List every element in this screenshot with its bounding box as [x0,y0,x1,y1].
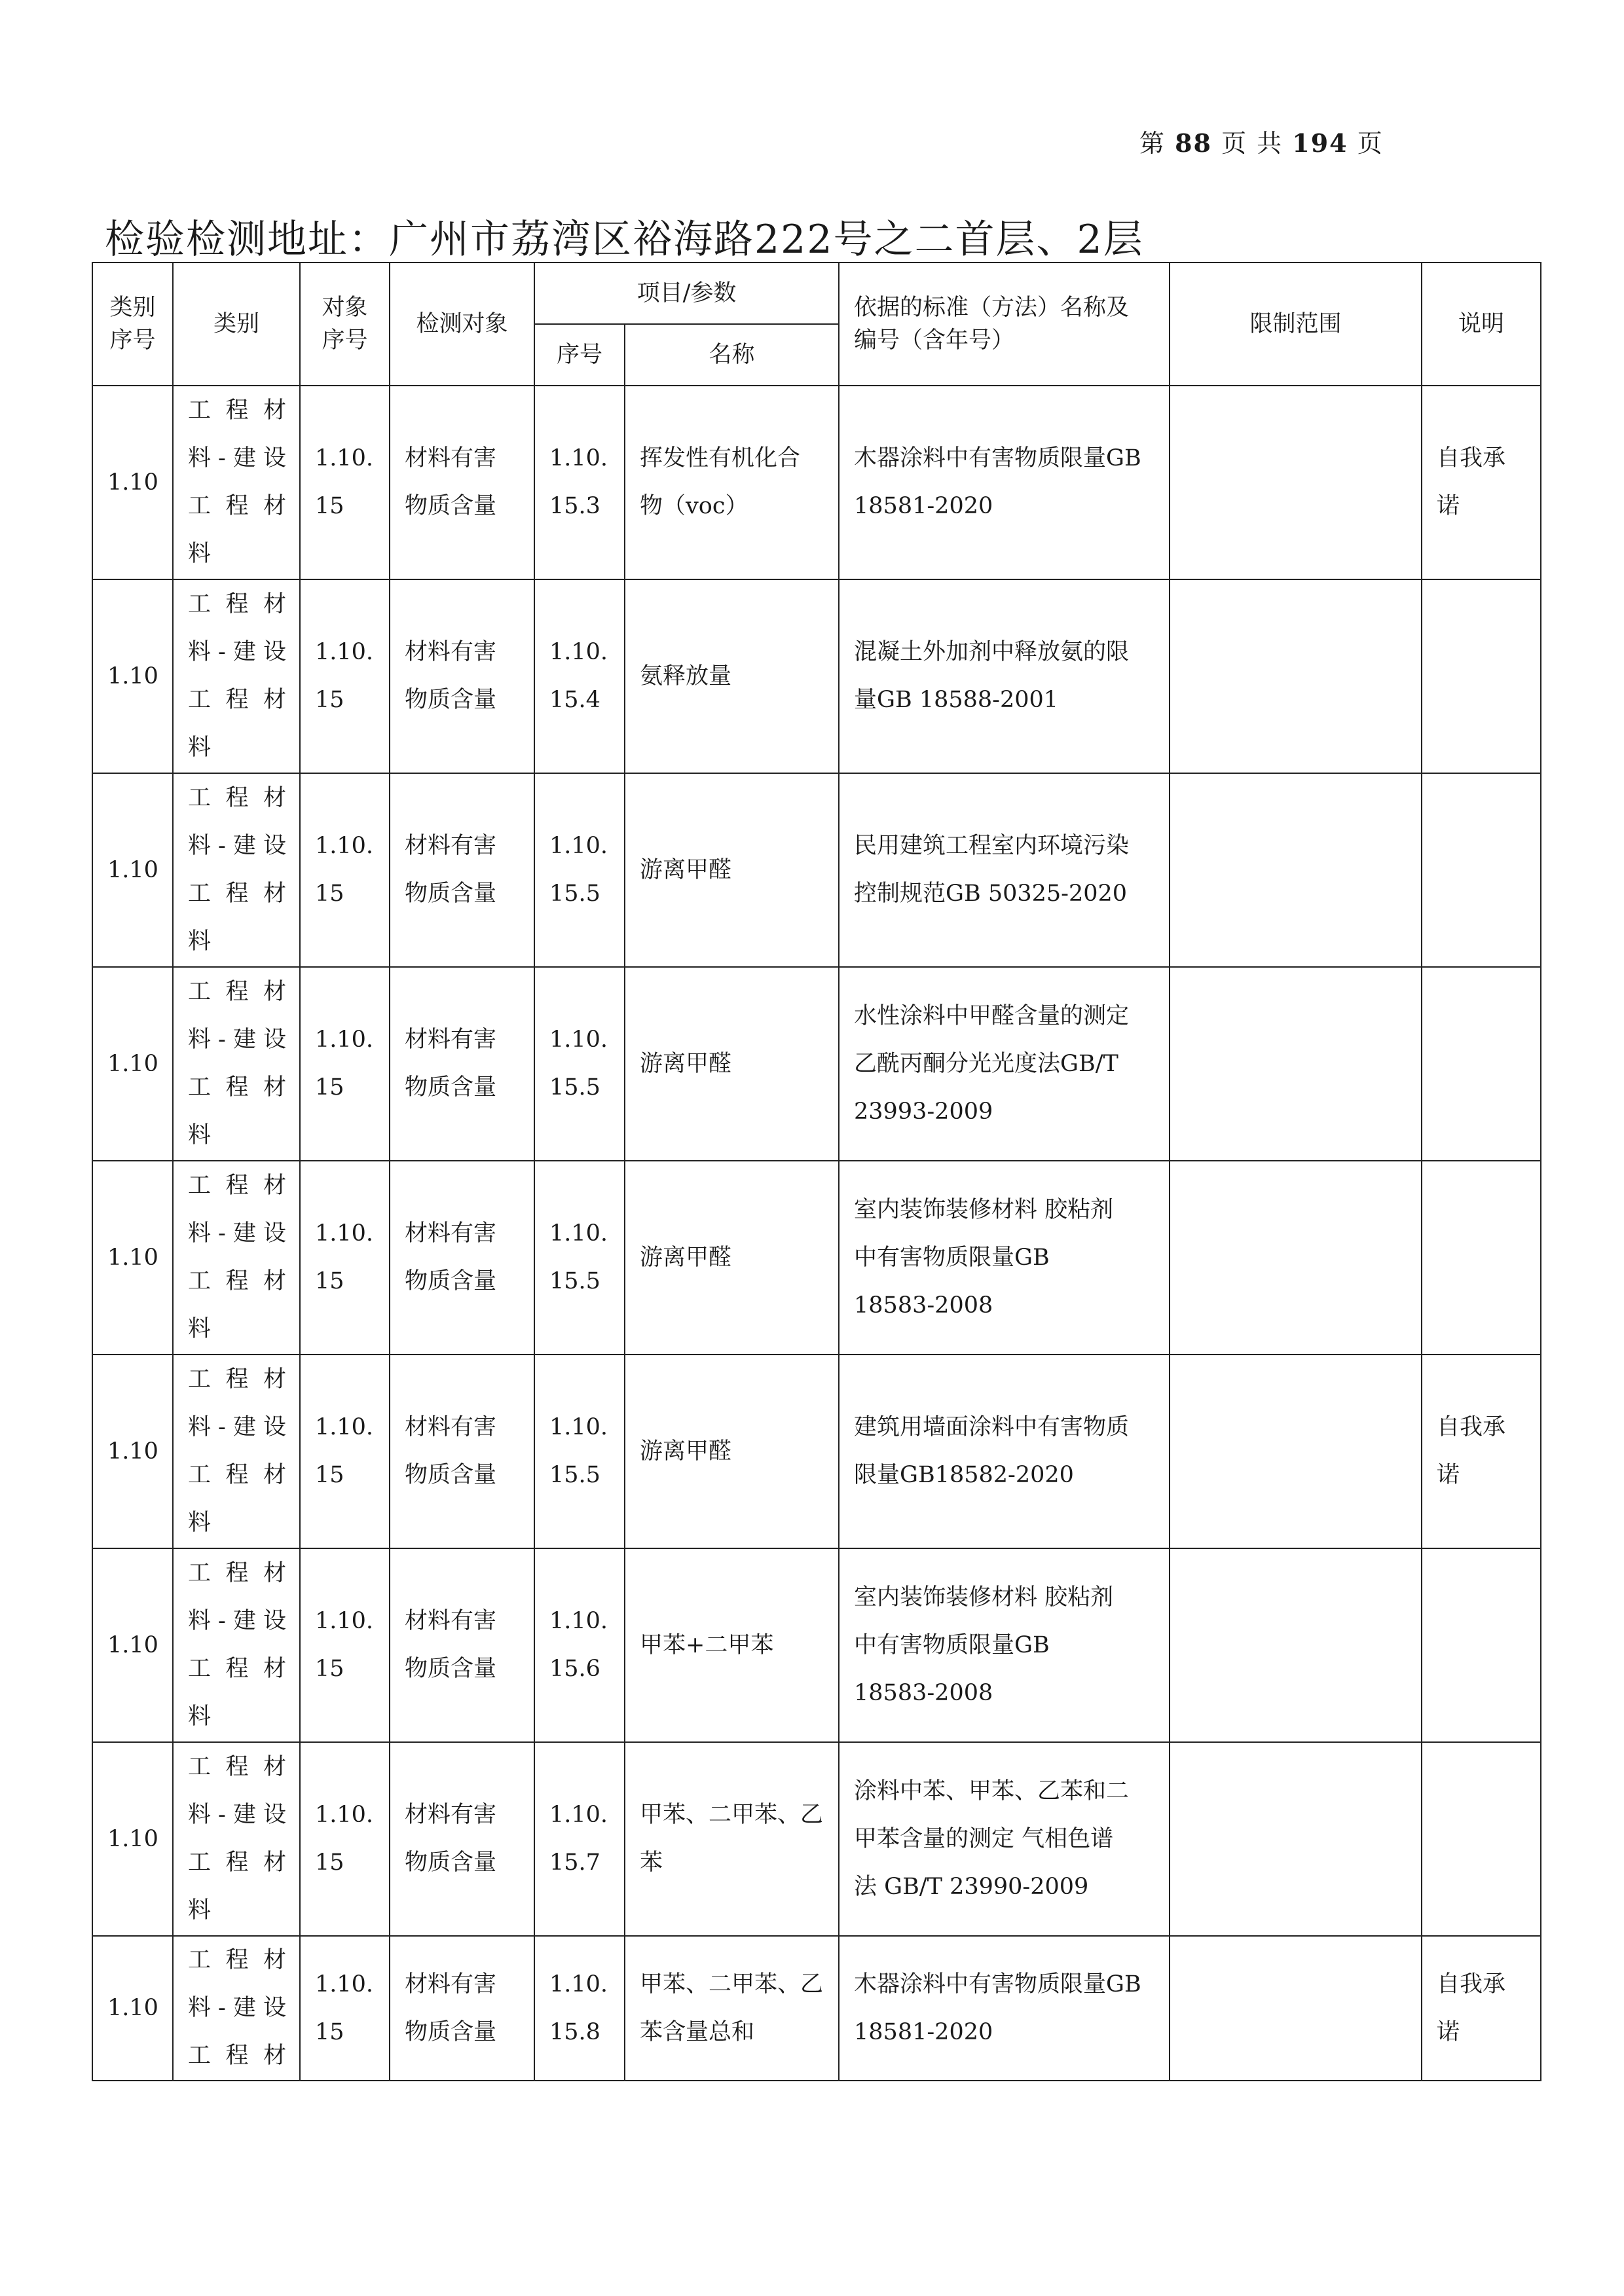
header-category-no: 类别 序号 [92,263,173,386]
testing-address: 检验检测地址：广州市荔湾区裕海路222号之二首层、2层 [105,217,1144,263]
standard-cell: 木器涂料中有害物质限量GB 18581-2020 [839,386,1170,579]
standard-cell: 混凝土外加剂中释放氨的限 量GB 18588-2001 [839,579,1170,773]
item-name-cell: 游离甲醛 [625,773,839,967]
item-no-cell: 1.10. 15.3 [534,386,625,579]
object-cell: 材料有害 物质含量 [390,773,534,967]
item-name-cell: 甲苯+二甲苯 [625,1548,839,1742]
standard-cell: 民用建筑工程室内环境污染 控制规范GB 50325-2020 [839,773,1170,967]
category-cell: 工 程 材 料-建设 工 程 材 料 [173,773,300,967]
header-object-no: 对象 序号 [300,263,390,386]
category-no-cell: 1.10 [92,386,173,579]
standard-cell: 涂料中苯、甲苯、乙苯和二 甲苯含量的测定 气相色谱 法 GB/T 23990-2009 [839,1742,1170,1936]
item-no-cell: 1.10. 15.7 [534,1742,625,1936]
category-no-cell: 1.10 [92,579,173,773]
table-row [92,1548,1541,1742]
category-cell: 工 程 材 料-建设 工 程 材 料 [173,967,300,1161]
header-item-name: 名称 [625,324,839,386]
category-no-cell: 1.10 [92,1161,173,1355]
standard-cell: 室内装饰装修材料 胶粘剂 中有害物质限量GB 18583-2008 [839,1548,1170,1742]
note-cell [1422,773,1541,967]
note-cell: 自我承 诺 [1422,386,1541,579]
object-cell: 材料有害 物质含量 [390,967,534,1161]
category-cell: 工 程 材 料-建设 工 程 材 料 [173,1548,300,1742]
limit-cell [1170,1548,1422,1742]
header-limit: 限制范围 [1170,263,1422,386]
category-no-cell: 1.10 [92,773,173,967]
limit-cell [1170,967,1422,1161]
object-no-cell: 1.10. 15 [300,967,390,1161]
category-no-cell: 1.10 [92,1936,173,2081]
limit-cell [1170,773,1422,967]
table-row [92,967,1541,1161]
header-row [92,263,1541,324]
item-no-cell: 1.10. 15.5 [534,773,625,967]
table-row [92,579,1541,773]
header-item-no: 序号 [534,324,625,386]
object-no-cell: 1.10. 15 [300,1936,390,2081]
limit-cell [1170,1355,1422,1548]
note-cell: 自我承 诺 [1422,1355,1541,1548]
header-item-param: 项目/参数 [534,263,839,324]
note-cell [1422,967,1541,1161]
category-cell: 工 程 材 料-建设 工 程 材 料 [173,579,300,773]
table-row [92,773,1541,967]
object-cell: 材料有害 物质含量 [390,1355,534,1548]
category-no-cell: 1.10 [92,1355,173,1548]
item-name-cell: 挥发性有机化合 物（voc） [625,386,839,579]
limit-cell [1170,386,1422,579]
object-no-cell: 1.10. 15 [300,1548,390,1742]
note-cell [1422,1548,1541,1742]
item-no-cell: 1.10. 15.4 [534,579,625,773]
object-no-cell: 1.10. 15 [300,773,390,967]
object-cell: 材料有害 物质含量 [390,1742,534,1936]
table-row [92,1742,1541,1936]
item-no-cell: 1.10. 15.6 [534,1548,625,1742]
object-cell: 材料有害 物质含量 [390,1936,534,2081]
category-no-cell: 1.10 [92,967,173,1161]
item-name-cell: 甲苯、二甲苯、乙 苯 [625,1742,839,1936]
item-name-cell: 氨释放量 [625,579,839,773]
table-row [92,386,1541,579]
object-no-cell: 1.10. 15 [300,386,390,579]
object-no-cell: 1.10. 15 [300,579,390,773]
item-name-cell: 甲苯、二甲苯、乙 苯含量总和 [625,1936,839,2081]
standard-cell: 木器涂料中有害物质限量GB 18581-2020 [839,1936,1170,2081]
note-cell [1422,579,1541,773]
category-cell: 工 程 材 料-建设 工 程 材 [173,1936,300,2081]
category-no-cell: 1.10 [92,1742,173,1936]
header-standard: 依据的标准（方法）名称及 编号（含年号） [839,263,1170,386]
object-no-cell: 1.10. 15 [300,1355,390,1548]
header-object: 检测对象 [390,263,534,386]
standard-cell: 建筑用墙面涂料中有害物质 限量GB18582-2020 [839,1355,1170,1548]
standard-cell: 室内装饰装修材料 胶粘剂 中有害物质限量GB 18583-2008 [839,1161,1170,1355]
category-cell: 工 程 材 料-建设 工 程 材 料 [173,1355,300,1548]
table-row [92,1355,1541,1548]
item-name-cell: 游离甲醛 [625,1355,839,1548]
scope-table [92,262,1541,2081]
header-note: 说明 [1422,263,1541,386]
table-row [92,1936,1541,2081]
category-cell: 工 程 材 料-建设 工 程 材 料 [173,1742,300,1936]
limit-cell [1170,1161,1422,1355]
note-cell [1422,1161,1541,1355]
limit-cell [1170,1742,1422,1936]
item-no-cell: 1.10. 15.5 [534,1161,625,1355]
item-no-cell: 1.10. 15.8 [534,1936,625,2081]
item-name-cell: 游离甲醛 [625,967,839,1161]
item-name-cell: 游离甲醛 [625,1161,839,1355]
object-cell: 材料有害 物质含量 [390,1548,534,1742]
limit-cell [1170,579,1422,773]
object-no-cell: 1.10. 15 [300,1161,390,1355]
object-cell: 材料有害 物质含量 [390,386,534,579]
category-cell: 工 程 材 料-建设 工 程 材 料 [173,386,300,579]
note-cell: 自我承 诺 [1422,1936,1541,2081]
category-no-cell: 1.10 [92,1548,173,1742]
object-cell: 材料有害 物质含量 [390,579,534,773]
item-no-cell: 1.10. 15.5 [534,1355,625,1548]
limit-cell [1170,1936,1422,2081]
category-cell: 工 程 材 料-建设 工 程 材 料 [173,1161,300,1355]
object-no-cell: 1.10. 15 [300,1742,390,1936]
item-no-cell: 1.10. 15.5 [534,967,625,1161]
table-row [92,1161,1541,1355]
header-category: 类别 [173,263,300,386]
standard-cell: 水性涂料中甲醛含量的测定 乙酰丙酮分光光度法GB/T 23993-2009 [839,967,1170,1161]
note-cell [1422,1742,1541,1936]
page-number: 第 88 页 共 194 页 [1139,128,1384,158]
object-cell: 材料有害 物质含量 [390,1161,534,1355]
